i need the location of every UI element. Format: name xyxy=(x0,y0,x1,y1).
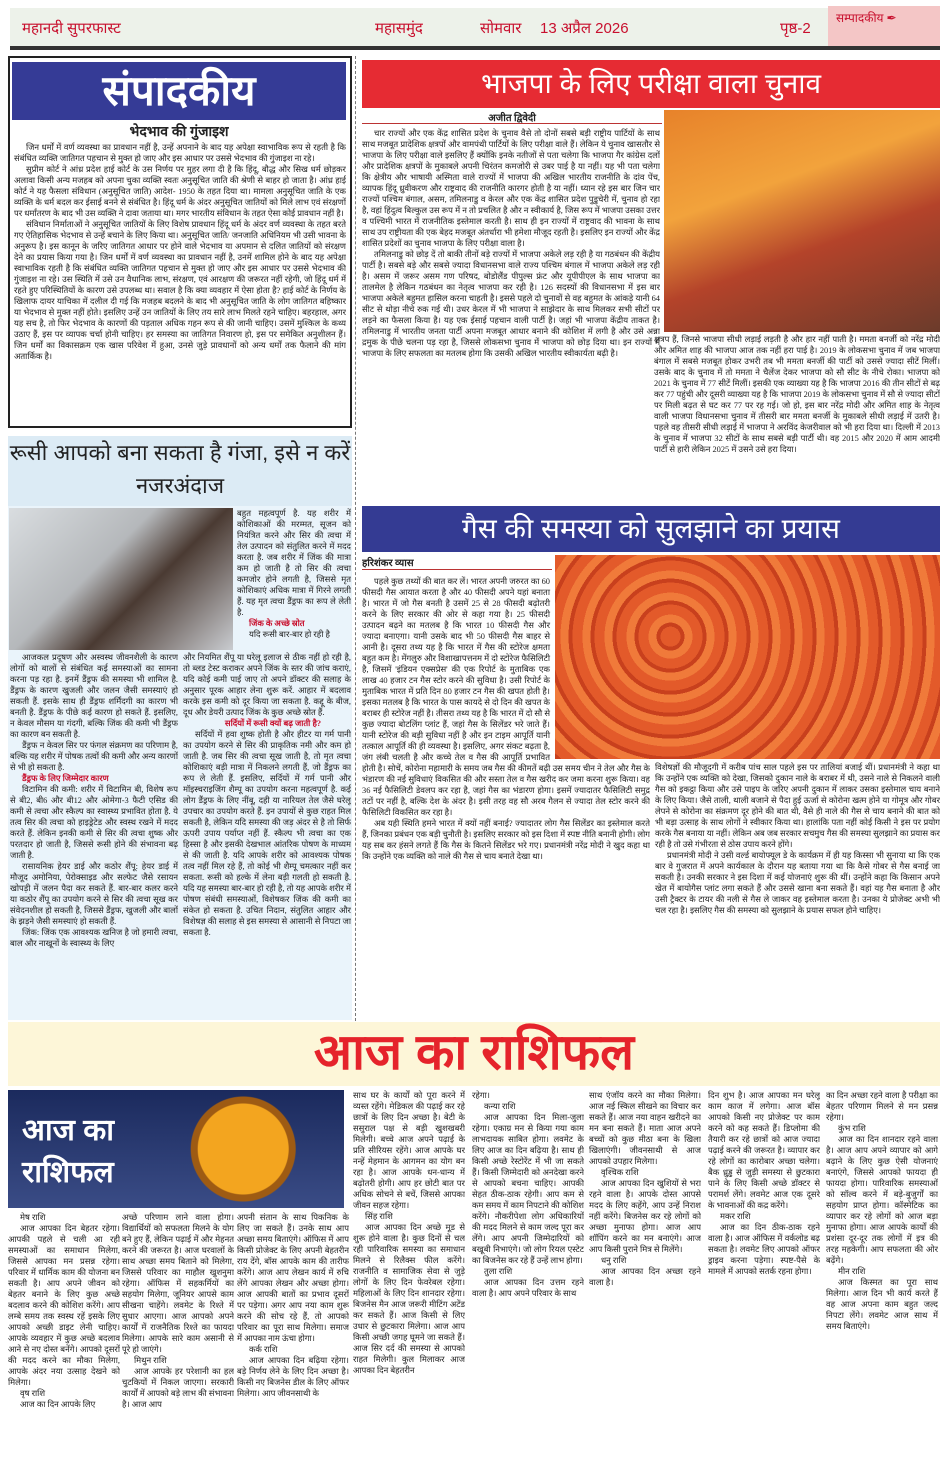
image-caption: राशिफल xyxy=(22,1156,114,1189)
paragraph: सर्दियों में हवा शुष्क होती है और हीटर या गर्म पानी का उपयोग करने से सिर की प्राकृतिक नमी और कम हो जाती है. जब सिर की त्वचा सूख जाती है, तो मृत त्वचा कोशिकाएं बड़ी मात्रा में निकलने लगती हैं, जो डैंड्रफ का रूप ले लेती हैं. इसलिए, सर्दियों में गर्म पानी और मॉइस्चराइजिंग शैम्पू का उपयोग करना महत्वपूर्ण है. कई लोग डैंड्रफ के लिए नींबू, दही या नारियल तेल जैसे घरेलू उपचार का उपयोग करते हैं. इन उपायों से कुछ राहत मिल सकती है, लेकिन यदि समस्या की जड़ अंदर से है तो सिर्फ ऊपरी उपाय पर्याप्त नहीं हैं. स्कैल्प भी त्वचा का एक हिस्सा है और इसकी देखभाल आंतरिक पोषण के माध्यम से की जाती है. यदि आपके शरीर को आवश्यक पोषक तत्व नहीं मिल रहे हैं, तो कोई भी शैम्पू चमत्कार नहीं कर सकता. रूसी को हल्के में लेना बड़ी गलती हो सकती है. यदि यह समस्या बार-बार हो रही है, तो यह आपके शरीर में पोषण संबंधी समस्याओं, विशेषकर जिंक की कमी का संकेत हो सकता है. उचित निदान, संतुलित आहार और विशेषज्ञ की सलाह से इस समस्या से आसानी से निपटा जा सकता है. xyxy=(183,730,351,937)
zodiac-sign-heading: वृष राशि xyxy=(20,1389,46,1398)
rashifal-column xyxy=(589,1090,701,1456)
horoscope-text: आज आपका दिन अच्छे मूड से शुरू होने वाला है। कुछ दिनों से चल रही पारिवारिक समस्या का समाधान मिलने से रिलैक्स फील करेंगे। राजनीति व सामाजिक सेवा से जुड़े लोगों के लिए दिन फेवरेबल रहेगा। महिलाओं के लिए दिन शानदार रहेगा। बिजनेस मैन आज जरूरी मीटिंग अटेंड कर सकते हैं। आज किसी से लिए उधार से छुटकारा मिलेगा। आज आप किसी अच्छी जगह घूमने जा सकते हैं। आज सिर दर्द की समस्या से आपको राहत मिलेगी। कुल मिलाकर आज आपका दिन बेहतरीन xyxy=(353,1223,465,1375)
rashifal-column xyxy=(708,1090,820,1456)
horoscope-text: का दिन अच्छा रहने वाला है परीक्षा का बेहतर परिणाम मिलने से मन प्रसन्न रहेगा। xyxy=(826,1091,938,1122)
paragraph: जिंक: जिंक एक आवश्यक खनिज है जो हमारी त्वचा, बाल और नाखूनों के स्वास्थ्य के लिए xyxy=(10,928,178,948)
zodiac-sign-heading: मिथुन राशि xyxy=(134,1356,167,1365)
paragraph: चार राज्यों और एक केंद्र शासित प्रदेश के चुनाव वैसे तो दोनों सबसे बड़ी राष्ट्रीय पार्टियों के साथ साथ मजबूत प्रादेशिक क्षत्रपों और वामपंथी पार्टियों के लिए परीक्षा वाले हैं। लेकिन ये चुनाव खासतौर से भाजपा के लिए परीक्षा वाले इसलिए हैं क्योंकि इनके नतीजों से पता चलेगा कि भाजपा गैर कांग्रेस दलों और प्रादेशिक क्षत्रपों के मुकाबले अपनी चिरंतन कमजोरी से उबर पाई है या नहीं। यह भी पता चलेगा कि क्षेत्रीय और भाषायी अस्मिता वाले राज्यों में भाजपा की अखिल भारतीय राजनीति के दांव पेंच, व्यापक हिंदू ध्रुवीकरण और राष्ट्रवाद की राजनीति कारगर होती है या नहीं। ध्यान रहे इस बार जिन चार राज्यों पश्चिम बंगाल, असम, तमिलनाडु व केरल और एक केंद्र शासित प्रदेश पुडुचेरी में, चुनाव हो रहा है, वहां हिंदुत्व बिल्कुल उस रूप में न तो प्रचलित है और न स्वीकार्य है, जिस रूप में भाजपा उसका उत्तर व पश्चिमी भारत में राजनीतिक इस्तेमाल करती है। साथ ही इन राज्यों में राष्ट्रवाद की भावना के साथ साथ उप राष्ट्रीयता की एक बेहद मजबूत अंतर्धारा भी हमेशा मौजूद रहती है। इसलिए इन राज्यों और केंद्र शासित प्रदेशों का चुनाव भाजपा के लिए परीक्षा वाला है। xyxy=(362,129,660,248)
badge-label: सम्पादकीय xyxy=(836,11,884,25)
masthead-rule xyxy=(10,46,940,50)
horoscope-text: आज आपके हर परेशानी का हल चुटकियों में निकल जाएगा। सरकारी कार्यों में आपको बड़े लाभ की संभावना है। आज आप xyxy=(122,1367,234,1409)
zodiac-sign-heading: मेष राशि xyxy=(20,1213,46,1222)
rashifal-column xyxy=(826,1090,938,1456)
rashifal-headline: आज का राशिफल xyxy=(313,1024,635,1080)
horoscope-text: अच्छे परिणाम लाने वाला होगा। विद्यार्थियों को सफलता मिलने के योग बने हुए हैं, लेकिन पढ़ाई में और मेहनत करने की जरूरत है। आज घरवालों के साथ अच्छा समय बिताने को मिलेगा, जिससे परिवार का माहौल खुशनुमा रहेगा। ऑफिस में सहकर्मियों का सहयोग मिलेगा, जूनियर आपसे काम सीखना चाहेंगे। लवमेट के रिश्ते में सुधार आएगा। आज आपको अपने कार्यों में राजनैतिक रिश्ते का फायदा मिलेगा। आपके सारे काम असानी से पूरे हो जाएंगे। xyxy=(122,1213,234,1354)
rashifal-column xyxy=(237,1212,349,1456)
bjp-headline: भाजपा के लिए परीक्षा वाला चुनाव xyxy=(362,60,940,108)
horoscope-text: दिन शुभ है। आज आपका मन घरेलू काम काज में लगेगा। आज बॉस आपको किसी नए प्रोजेक्ट पर काम करने को कह सकते हैं। डिप्लोमा की तैयारी कर रहे छात्रों को आज ज्यादा पढ़ाई करने की जरूरत है। व्यापार कर रहे लोगों का कारोबार अच्छा चलेगा। बैक ध्रुड्ढ से जुड़ी समस्या से छुटकारा पाने के लिए किसी अच्छे डॉक्टर से परामर्श लेंगे। लवमेट आज एक दूसरे के भावनाओं की कद्र करेंगे। xyxy=(708,1091,820,1210)
paragraph: डैंड्रफ न केवल सिर पर फंगल संक्रमण का परिणाम है, बल्कि यह शरीर में पोषक तत्वों की कमी और अन्य कारणों से भी हो सकता है. xyxy=(10,741,178,772)
horoscope-text: आज का दिन आपके लिए xyxy=(20,1400,96,1409)
zodiac-sign-heading: सिंह राशि xyxy=(365,1212,393,1221)
paragraph: रासायनिक हेयर डाई और कठोर शैंपू: हेयर डाई में मौजूद अमोनिया, पेरोक्साइड और सल्फेट जैसे रसायन खोपड़ी में जलन पैदा कर सकते हैं. बार-बार कलर करने या कठोर शैंपू का उपयोग करने से सिर की त्वचा सूख कर संवेदनशील हो सकती है, जिससे डैंड्रफ, खुजली और बालों के झड़ने जैसी समस्याएं हो सकती हैं. xyxy=(10,862,178,926)
paragraph: विटामिन की कमी: शरीर में विटामिन बी, विशेष रूप से बी2, बी6 और बी12 और ओमेगा-3 फैटी एसिड की कमी से त्वचा और स्कैल्प का स्वास्थ्य प्रभावित होता है. ये तत्व सिर की त्वचा को हाइड्रेटेड और स्वस्थ रखने में मदद करते हैं. लेकिन इनकी कमी से सिर की त्वचा शुष्क और परतदार हो जाती है, जिससे रूसी होने की संभावना बढ़ जाती है. xyxy=(10,785,178,860)
subheading: डैंड्रफ के लिए जिम्मेदार कारण xyxy=(22,774,109,783)
paragraph: तमिलनाडु को छोड़ दें तो बाकी तीनों बड़े राज्यों में भाजपा अकेले लड़ रही है या गठबंधन की केंद्रीय पार्टी है। सबसे बड़े और सबसे ज्यादा विधानसभा वाले राज्य पश्चिम बंगाल में भाजपा अकेले लड़ रही है। असम में जरूर असम गण परिषद, बोडोलैंड पीपुल्स फ्रंट और यूपीपीएल के साथ भाजपा का तालमेल है लेकिन गठबंधन का नेतृत्व भाजपा कर रही है। 126 सदस्यों की विधानसभा में इस बार भाजपा अकेले बहुमत हासिल करना चाहती है। इससे पहले दो चुनावों से वह बहुमत के आंकड़े यानी 64 सीट से थोड़ा नीचे रुक गई थी। उधर केरल में भी भाजपा ने साझेदार के साथ मिलकर सभी सीटों पर लड़ने का फैसला किया है। यह एक ईसाई पहचान वाली पार्टी है। जहां भी भाजपा केंद्रीय ताकत है। तमिलनाडु में भारतीय जनता पार्टी अपना मजबूत आधार बनाने की कोशिश में लगी है और उसे अन्ना द्रमुक के पीछे चलना पड़ रहा है, जिससे लोकसभा चुनाव में भाजपा को छोड़ दिया था। इन राज्यों में भाजपा के लिए सफलता का मतलब होगा कि उसकी अखिल भारतीय स्वीकार्यता बढ़ी है। xyxy=(362,250,660,358)
horoscope-text: आज आपका दिन बढ़िया रहेगा। बड़े निर्णय लेने के लिए दिन अच्छा है। किसी नए बिजनेस डील के लिए ऑफर मिलेगा। आप जीवनसाथी के xyxy=(237,1356,349,1398)
horoscope-text: आज का दिन शानदार रहने वाला है। आज आप अपने व्यापार को आगे बढ़ाने के लिए कुछ ऐसी योजनाएं बनाएंगे, जिससे आपको फायदा ही फायदा होगा। पारिवारिक समस्याओं को सॉल्व करने में बड़े-बुजुर्गों का सहयोग प्राप्त होगा। कॉस्मेटिक का व्यापार कर रहे लोगों को आज बड़ा मुनाफा होगा। आज आपके कार्यों की प्रशंसा दूर-दूर तक लोगों में इत्र की तरह महकेगी। आप सफलता की ओर बढ़ेंगे। xyxy=(826,1135,938,1265)
subheading: जिंक के अच्छे स्रोत xyxy=(249,619,305,628)
gas-column-1 xyxy=(362,576,650,1020)
date: 13 अप्रैल 2026 xyxy=(540,20,629,37)
masthead xyxy=(10,8,830,46)
pen-icon: ✒ xyxy=(886,11,897,25)
zodiac-sign-heading: कुंभ राशि xyxy=(838,1124,866,1133)
horoscope-text: आज आपका दिन उत्तम रहने वाला है। आप अपने परिवार के साथ xyxy=(472,1278,584,1298)
subheading: सर्दियों में रूसी क्यों बढ़ जाती है? xyxy=(224,719,322,728)
paragraph: आजकल प्रदूषण और अस्वस्थ जीवनशैली के कारण लोगों को बालों से संबंधित कई समस्याओं का सामना करना पड़ रहा है. इनमें डैंड्रफ की समस्या भी शामिल है. डैंड्रफ के कारण खुजली और जलन जैसी समस्याएं हो सकती हैं. इसके साथ ही डैंड्रफ शर्मिंदगी का कारण भी बनती है. डैंड्रफ के पीछे कई कारण हो सकते हैं. इसलिए, न केवल मौसम या गंदगी, बल्कि जिंक की कमी भी डैंड्रफ का कारण बन सकती है. xyxy=(10,653,178,739)
horoscope-text: आज आपका दिन खुशियों से भरा रहने वाला है। आपके दोस्त आपसे मदद के लिए कहेंगे, आप उन्हें निराश नहीं करेंगे। बिजनेस कर रहे लोगों को अच्छा मुनाफा होगा। आज आप शॉपिंग करने का मन बनाएंगे। आज आप किसी पुराने मित्र से मिलेंगे। xyxy=(589,1179,701,1254)
byline: अजीत द्विवेदी xyxy=(362,110,662,124)
horoscope-text: आज का दिन ठीक-ठाक रहने वाला है। आज ऑफिस में वर्कलोड बढ़ सकता है। लवमेट लिए आपको ऑफर ड्राइव करना पड़ेगा। स्पष्ट-पैसे के मामले में आपको सतर्क रहना होगा। xyxy=(708,1223,820,1276)
zodiac-sign-heading: कर्क राशि xyxy=(249,1345,278,1354)
page-number: पृष्ठ-2 xyxy=(780,20,811,37)
zodiac-sign-heading: कन्या राशि xyxy=(484,1102,516,1111)
gas-headline: गैस की समस्या को सुलझाने का प्रयास xyxy=(362,506,940,552)
zodiac-wheel-image xyxy=(8,1090,344,1208)
horoscope-text: रहेगा। xyxy=(472,1091,490,1100)
horoscope-text: साथ एंजॉय करने का मौका मिलेगा। आज नई स्किल सीखने का विचार कर सकते हैं। आज नया वाहन खरीदने का मन बना सकते हैं। माता आज अपने बच्चों को कुछ मीठा बना के खिला खिलाएंगी। जीवनसाथी से आज आपको उपहार मिलेगा। xyxy=(589,1091,701,1166)
bjp-column-1 xyxy=(362,128,660,500)
dandruff-headline: रूसी आपको बना सकता है गंजा, इसे न करें नजरअंदाज xyxy=(8,436,352,506)
rashifal-column xyxy=(472,1090,584,1456)
dandruff-column-1 xyxy=(10,652,178,1018)
rashifal-column xyxy=(353,1090,465,1456)
paragraph: क्षत्रप हैं, जिनसे भाजपा सीधी लड़ाई लड़ती है और हार नहीं पाती है। ममता बनर्जी को नरेंद्र मोदी और अमित शाह की भाजपा आज तक नहीं हरा पाई है। 2019 के लोकसभा चुनाव में जब भाजपा बंगाल में सबसे मजबूत होकर उभरी तब भी ममता बनर्जी की पार्टी को उससे ज्यादा सीटें मिलीं। उसके बाद के चुनाव में तो ममता ने चैलेंज देकर भाजपा को सौ सीट के नीचे रोका। भाजपा को 2021 के चुनाव में 77 सीटें मिलीं। इसकी एक व्याख्या यह है कि भाजपा 2016 की तीन सीटों से बढ़ कर 77 पहुंची और दूसरी व्याख्या यह है कि भाजपा 2019 के लोकसभा चुनाव में सौ से ज्यादा सीटों पर मिली बढ़त से घट कर 77 पर रह गई। जो हो, इस बार नरेंद्र मोदी और अमित शाह के नेतृत्व वाली भाजपा विधानसभा चुनाव में तीसरी बार ममता बनर्जी के मुकाबले सीधी लड़ाई में उतरी है। पहले वह तीसरी सीधी लड़ाई में भाजपा ने अरविंद केजरीवाल को भी हरा दिया था। दिल्ली में 2013 के चुनाव में भाजपा 32 सीटों के साथ सबसे बड़ी पार्टी थी। वह 2015 और 2020 में आम आदमी पार्टी से हारी लेकिन 2025 में उसने उसे हरा दिया। xyxy=(654,335,940,454)
paragraph: प्रधानमंत्री मोदी ने उसी वर्ल्ड बायोफ्यूल डे के कार्यक्रम में ही यह किस्सा भी सुनाया था कि एक बार वे गुजरात में अपने कार्यकाल के दौरान यह बताया गया था कि कैसे गोबर से गैस बनाई जा सकती है। उनकी सरकार ने इस दिशा में कई योजनाएं शुरू की थीं। उन्होंने कहा कि किसान अपने खेत में बायोगैस प्लांट लगा सकते हैं और उससे खाना बना सकते हैं। वहां यह गैस बनाता है और उसी ट्रैक्टर के टायर की नली से गैस ले जाकर वह इस्तेमाल करता है। उनका ये प्रोजेक्ट अभी भी चल रहा है। इसलिए गैस की समस्या को सुलझाने के प्रयास सफल होने चाहिए। xyxy=(655,851,940,915)
paragraph: पहले कुछ तथ्यों की बात कर लें। भारत अपनी जरुरत का 60 फीसदी गैस आयात करता है और 40 फीसदी अपने यहां बनाता है। भारत में जो गैस बनती है उसमें 25 से 28 फीसदी बढ़ोतरी करने के लिए सरकार की ओर से कहा गया है। 25 फीसदी उत्पादन बढ़ने का मतलब है कि भारत 10 फीसदी गैस और ज्यादा बनाएगा। यानी उसके बाद भी 50 फीसदी गैस बाहर से आनी है। दूसरा तथ्य यह है कि भारत में गैस की स्टोरेज क्षमता बहुत कम है। मेंगलुरु और विशाखापत्तनम में दो स्टोरेज फैसिलिटी है, जिसमें 'इंडियन एक्सप्रेस' की एक रिपोर्ट के मुताबिक एक लाख 40 हजार टन गैस स्टोर करने की सुविधा है। उसी रिपोर्ट के मुताबिक भारत में प्रति दिन 80 हजार टन गैस की खपत होती है। इसका मतलब है कि भारत के पास कायदे से दो दिन की खपत के बराबर ही स्टोरेज नहीं है। तीसरा तथ्य यह है कि भारत में दो सौ से कुछ ज्यादा बोटलिंग प्लांट हैं, जहां गैस के सिलेंडर भरे जाते हैं। यानी स्टोरेज की बड़ी सुविधा नहीं है और इन टाइम आपूर्ति यानी तत्काल आपूर्ति की ही व्यवस्था है। इसलिए, अगर संकट बढ़ता है, जंग लंबी चलती है और कच्चे तेल व गैस की आपूर्ति प्रभावित होती है। सोचें, कोरोना महामारी के समय जब गैस की कीमतें बढ़ी उस समय चीन ने तेल और गैस के भंडारण की नई सुविधाएं विकसित की और सस्ता तेल व गैस खरीद कर जमा करना शुरू किया। वह 36 नई फैसिलिटी डेवलप कर रहा है, जहां गैस का भंडारण होगा। इसमें ज्यादातर फैसिलिटी समुद्र तटों पर नहीं है, बल्कि देश के अंदर है। इसी तरह वह सौ अरब गैलन से ज्यादा तेल स्टोर करने की फैसिलिटी विकसित कर रहा है। xyxy=(362,577,650,817)
city: महासमुंद xyxy=(375,20,423,37)
horoscope-text: आज आपका दिन बेहतर रहेगा। आपकी पहले से चली आ रही समस्याओं का समाधान मिलेगा, जिससे आपका मन प्रसन्न रहेगा। परिवार में धार्मिक काम की योजना बन सकती है। आप अपने जीवन को बेहतर बनाने के लिए कुछ अच्छे बदलाव करने की कोशिश करेंगे। आप लम्बे समय तक स्वस्थ रहें इसके लिए आपको अच्छी डाइट लेनी चाहिए। आपके व्यवहार में कुछ अच्छे बदलाव आने से नए दोस्त बनेंगे। आपको दूसरों की मदद करने का मौका मिलेगा, आपके अंदर नया उत्साह देखने को मिलेगा। xyxy=(8,1224,120,1387)
gas-column-2 xyxy=(655,762,940,1020)
bjp-rally-photo xyxy=(664,110,940,332)
image-caption: आज का xyxy=(22,1114,115,1147)
paragraph: और नियमित शैंपू या घरेलू इलाज से ठीक नहीं हो रही है, तो ब्लड टेस्ट कराकर अपने जिंक के स्तर की जांच कराएं, यदि कोई कमी पाई जाए तो अपने डॉक्टर की सलाह के अनुसार पूरक आहार लेना शुरू करें. आहार में बदलाव करके इस कमी को दूर किया जा सकता है. कद्दू के बीज, दूध और डेयरी उत्पाद जिंक के कुछ अच्छे स्रोत हैं. xyxy=(183,653,351,717)
horoscope-text: अपनी संतान के साथ पिकनिक के लिए जा सकते हैं। उनके साथ आप अच्छा समय बिताएंगे। ऑफिस में आप किसी प्रोजेक्ट के लिए अपनी बेहतरीन राय देंगे, बॉस आपके काम की तारीफ करेंगे। आज आप लेखन कार्य में रुचि लेंगे आपका लेखन और अच्छा होगा। आज आपकी बातों का प्रभाव दूसरों पर पड़ेगा। अगर आप नया काम शुरू करने की सोच रहे हैं, तो आपको परिवार का पूरा साथ मिलेगा। समाज में आपका नाम ऊंचा होगा। xyxy=(237,1213,349,1343)
paper-name: महानदी सुपरफास्ट xyxy=(22,20,121,37)
byline: हरिशंकर व्यास xyxy=(362,555,552,570)
horoscope-text: आज आपका दिन मिला-जुला रहेगा। एकाग्र मन से किया गया काम लाभदायक साबित होगा। लवमेट के लिए आज का दिन बढ़िया है। साथ ही किसी अच्छे रेस्टोरेंट में भी जा सकते हैं। किसी जिम्मेदारी को अनदेखा करने से आपको बचना चाहिए। आपकी सेहत ठीक-ठाक रहेगी। आप कम से कम समय में काम निपटाने की कोशिश करेंगे। नौकरीपेशा लोग अधिकारियों की मदद मिलने से काम जल्द पूरा कर लेंगे। आप अपनी जिम्मेदारियों को बखूबी निभाएंगे। जो लोग रियल एस्टेट का बिजनेस कर रहे हैं उन्हें लाभ होगा। xyxy=(472,1113,584,1265)
bjp-column-2 xyxy=(654,334,940,500)
paragraph: विशेषज्ञों की मौजूदगी में करीब पांच साल पहले इस पर तालियां बजाई थीं। प्रधानमंत्री ने कहा था कि उन्होंने एक व्यक्ति को देखा, जिसको दुकान नाले के बराबर में थी, उसने नाले से निकलने वाली गैस को इकट्ठा किया और उसे पाइप के जरिए अपनी दुकान में लाकर उसका इस्तेमाल चाय बनाने के लिए किया। जैसे ताली, थाली बजाने से पैदा हुई ऊर्जा से कोरोना खत्म होने या गोमूत्र और गोबर लेपने से कोरोना का संक्रमण दूर होने की बात थी, वैसे ही नाले की गैस से चाय बनाने की बात को भी बड़ा उत्साह के साथ लोगों ने स्वीकार किया था। हालांकि पता नहीं कोई किसी ने इस पर प्रयोग करके गैस बनाया या नहीं। लेकिन अब जब सरकार सचमुच गैस की समस्या सुलझाने का प्रयास कर रही है तो उसे गंभीरता से ठोस उपाय करने होंगे। xyxy=(655,763,940,849)
paragraph: संविधान निर्माताओं ने अनुसूचित जातियों के लिए विशेष प्रावधान हिंदू धर्म के अंदर वर्ण व्यवस्था के तहत बरते गए ऐतिहासिक भेदभाव से उन्हें बचाने के लिए किया था। अनुसूचित जाति/ जनजाति अधिनियम भी उसी भावना के अनुरूप है। इस कानून के जरिए जातिगत आधार पर होने वाले भेदभाव या अपमान से दलित जातियों को संरक्षण देने का प्रयास किया गया है। जिन धर्मों में वर्ण व्यवस्था का प्रावधान नहीं है, उनमें शामिल होने के बाद यह अपेक्षा स्वाभाविक रहती है कि संबंधित व्यक्ति जातिगत पहचान से मुक्त हो जाए और इस आधार पर उससे भेदभाव की गुंजाइश ना रहे। उस स्थिति में उसे उन वैधानिक लाभ, संरक्षण, एवं आरक्षण की जरूरत नहीं रहेगी, जो हिंदू धर्म में रहते हुए परिस्थितियों के कारण उसे उपलब्ध था। सवाल है कि क्या व्यवहार में ऐसा होता है? हाई कोर्ट के निर्णय के खिलाफ दायर याचिका में दलील दी गई कि मजहब बदलने के बाद भी अनुसूचित जाति के लोग जातिगत बहिष्कार या भेदभाव से मुक्त नहीं होते। इसलिए उन्हें उन जातियों के लिए तय सारे लाभ मिलते रहने चाहिए। बहरहाल, अगर यह सच है, तो फिर भेदभाव के कारणों की पड़ताल अधिक गहन रूप से की जानी चाहिए। उसमें मुश्किल के कथ्य उठाए हैं, इस पर व्यापक चर्चा होनी चाहिए। हर समस्या का जातिगत निवारण हो, इस पर समेकित अनुशीलन हैं। जिन धर्मों का विकासक्रम एक खास परिवेश में हुआ, उनसे जुड़े प्रावधानों को अन्य धर्मों तक फैलाने की मांग अतार्किक है। xyxy=(14,220,346,361)
day: सोमवार xyxy=(480,20,522,37)
zodiac-sign-heading: मकर राशि xyxy=(720,1212,751,1221)
zodiac-sign-heading: वृश्चिक राशि xyxy=(601,1168,639,1177)
horoscope-text: आज आपका दिन अच्छा रहने वाला है। xyxy=(589,1267,701,1287)
dandruff-intro xyxy=(237,508,351,650)
woman-hair-photo xyxy=(9,508,233,650)
rashifal-column xyxy=(122,1212,234,1456)
paragraph: अब यही स्थिति हमने भारत में क्यों नहीं बनाई? ज्यादातर लोग गैस सिलेंडर का इस्तेमाल करते हैं, जिनका प्रबंधन एक बड़ी चुनौती है। इसलिए सरकार को इस दिशा में स्पष्ट नीति बनानी होगी। लोग यह सब कर हंसने लगते हैं कि गैस के कितने सिलेंडर भरे गए। प्रधानमंत्री नरेंद्र मोदी ने खुद कहा था कि उन्होंने एक व्यक्ति को नाले की गैस से चाय बनाते देखा था। xyxy=(362,819,650,861)
editorial-title: संपादकीय xyxy=(12,62,346,120)
photo-spacer xyxy=(550,576,650,762)
zodiac-sign-heading: तुला राशि xyxy=(484,1267,513,1276)
horoscope-text: साथ घर के कार्यों को पूरा करने में व्यस्त रहेंगे। मेडिकल की पढ़ाई कर रहे छात्रों के लिए दिन अच्छा है। बेटी के ससुराल पक्ष से बड़ी खुशखबरी मिलेगी। बच्चे आज अपने पढ़ाई के प्रति सीरियस रहेंगे। आज आपके घर नन्हें मेहमान के आगमन का योग बन रहा है। आज आपके धन-धान्य में बढ़ोतरी होगी। आप हर छोटी बात पर अधिक सोचने से बचें, जिससे आपका जीवन सहज रहेगा। xyxy=(353,1091,465,1210)
horoscope-text: आज किस्मत का पूरा साथ मिलेगा। आज दिन भी कार्य करते हैं वह आज अपना काम बहुत जल्द निपटा लेंगे। लवमेट आज साथ में समय बिताएंगे। xyxy=(826,1278,938,1331)
paragraph: यदि रूसी बार-बार हो रही है xyxy=(249,630,330,639)
paragraph: बहुत महत्वपूर्ण है. यह शरीर में कोशिकाओं की मरम्मत, सूजन को नियंत्रित करने और सिर की त्वचा में तेल उत्पादन को संतुलित करने में मदद करता है. जब शरीर में जिंक की मात्रा कम हो जाती है तो सिर की त्वचा कमजोर होने लगती है, जिससे मृत कोशिकाएं अधिक मात्रा में गिरने लगती हैं. यह मृत त्वचा डैंड्रफ का रूप ले लेती है. xyxy=(237,509,351,617)
paragraph: सुप्रीम कोर्ट ने आंध्र प्रदेश हाई कोर्ट के उस निर्णय पर मुहर लगा दी है कि हिंदू, बौद्ध और सिख धर्म छोड़कर अलावा किसी अन्य मजहब को अपना चुका व्यक्ति स्वतः अनुसूचित जाति की श्रेणी से बाहर हो जाता है। आंध्र हाई कोर्ट ने यह फैसला संविधान (अनुसूचित जाति) आदेश- 1950 के तहत दिया था। मामला अनुसूचित जाति के एक व्यक्ति के धर्म बदल कर ईसाई बनने से संबंधित है। हिंदू धर्म के अंदर अनुसूचित जातियों को मिले लाभ एवं संरक्षणों पर धर्मांतरण के बाद भी उस व्यक्ति ने दावा जताया था। मगर भारतीय संविधान के तहत ऐसा कोई प्रावधान नहीं है। xyxy=(14,165,346,218)
rashifal-column xyxy=(8,1212,120,1456)
dandruff-column-2 xyxy=(183,652,351,1018)
editorial-badge xyxy=(828,6,940,48)
editorial-body xyxy=(14,142,346,424)
zodiac-sign-heading: धनु राशि xyxy=(601,1256,627,1265)
editorial-subtitle: भेदभाव की गुंजाइश xyxy=(129,123,229,139)
zodiac-sign-heading: मीन राशि xyxy=(838,1267,866,1276)
paragraph: जिन धर्मों में वर्ण व्यवस्था का प्रावधान नहीं है, उन्हें अपनाने के बाद यह अपेक्षा स्वाभाविक रूप से रहती है कि संबंधित व्यक्ति जातिगत पहचान से मुक्त हो जाए और इस आधार पर उससे भेदभाव की गुंजाइश ना रहे। xyxy=(14,143,346,163)
column-divider xyxy=(355,56,356,1021)
